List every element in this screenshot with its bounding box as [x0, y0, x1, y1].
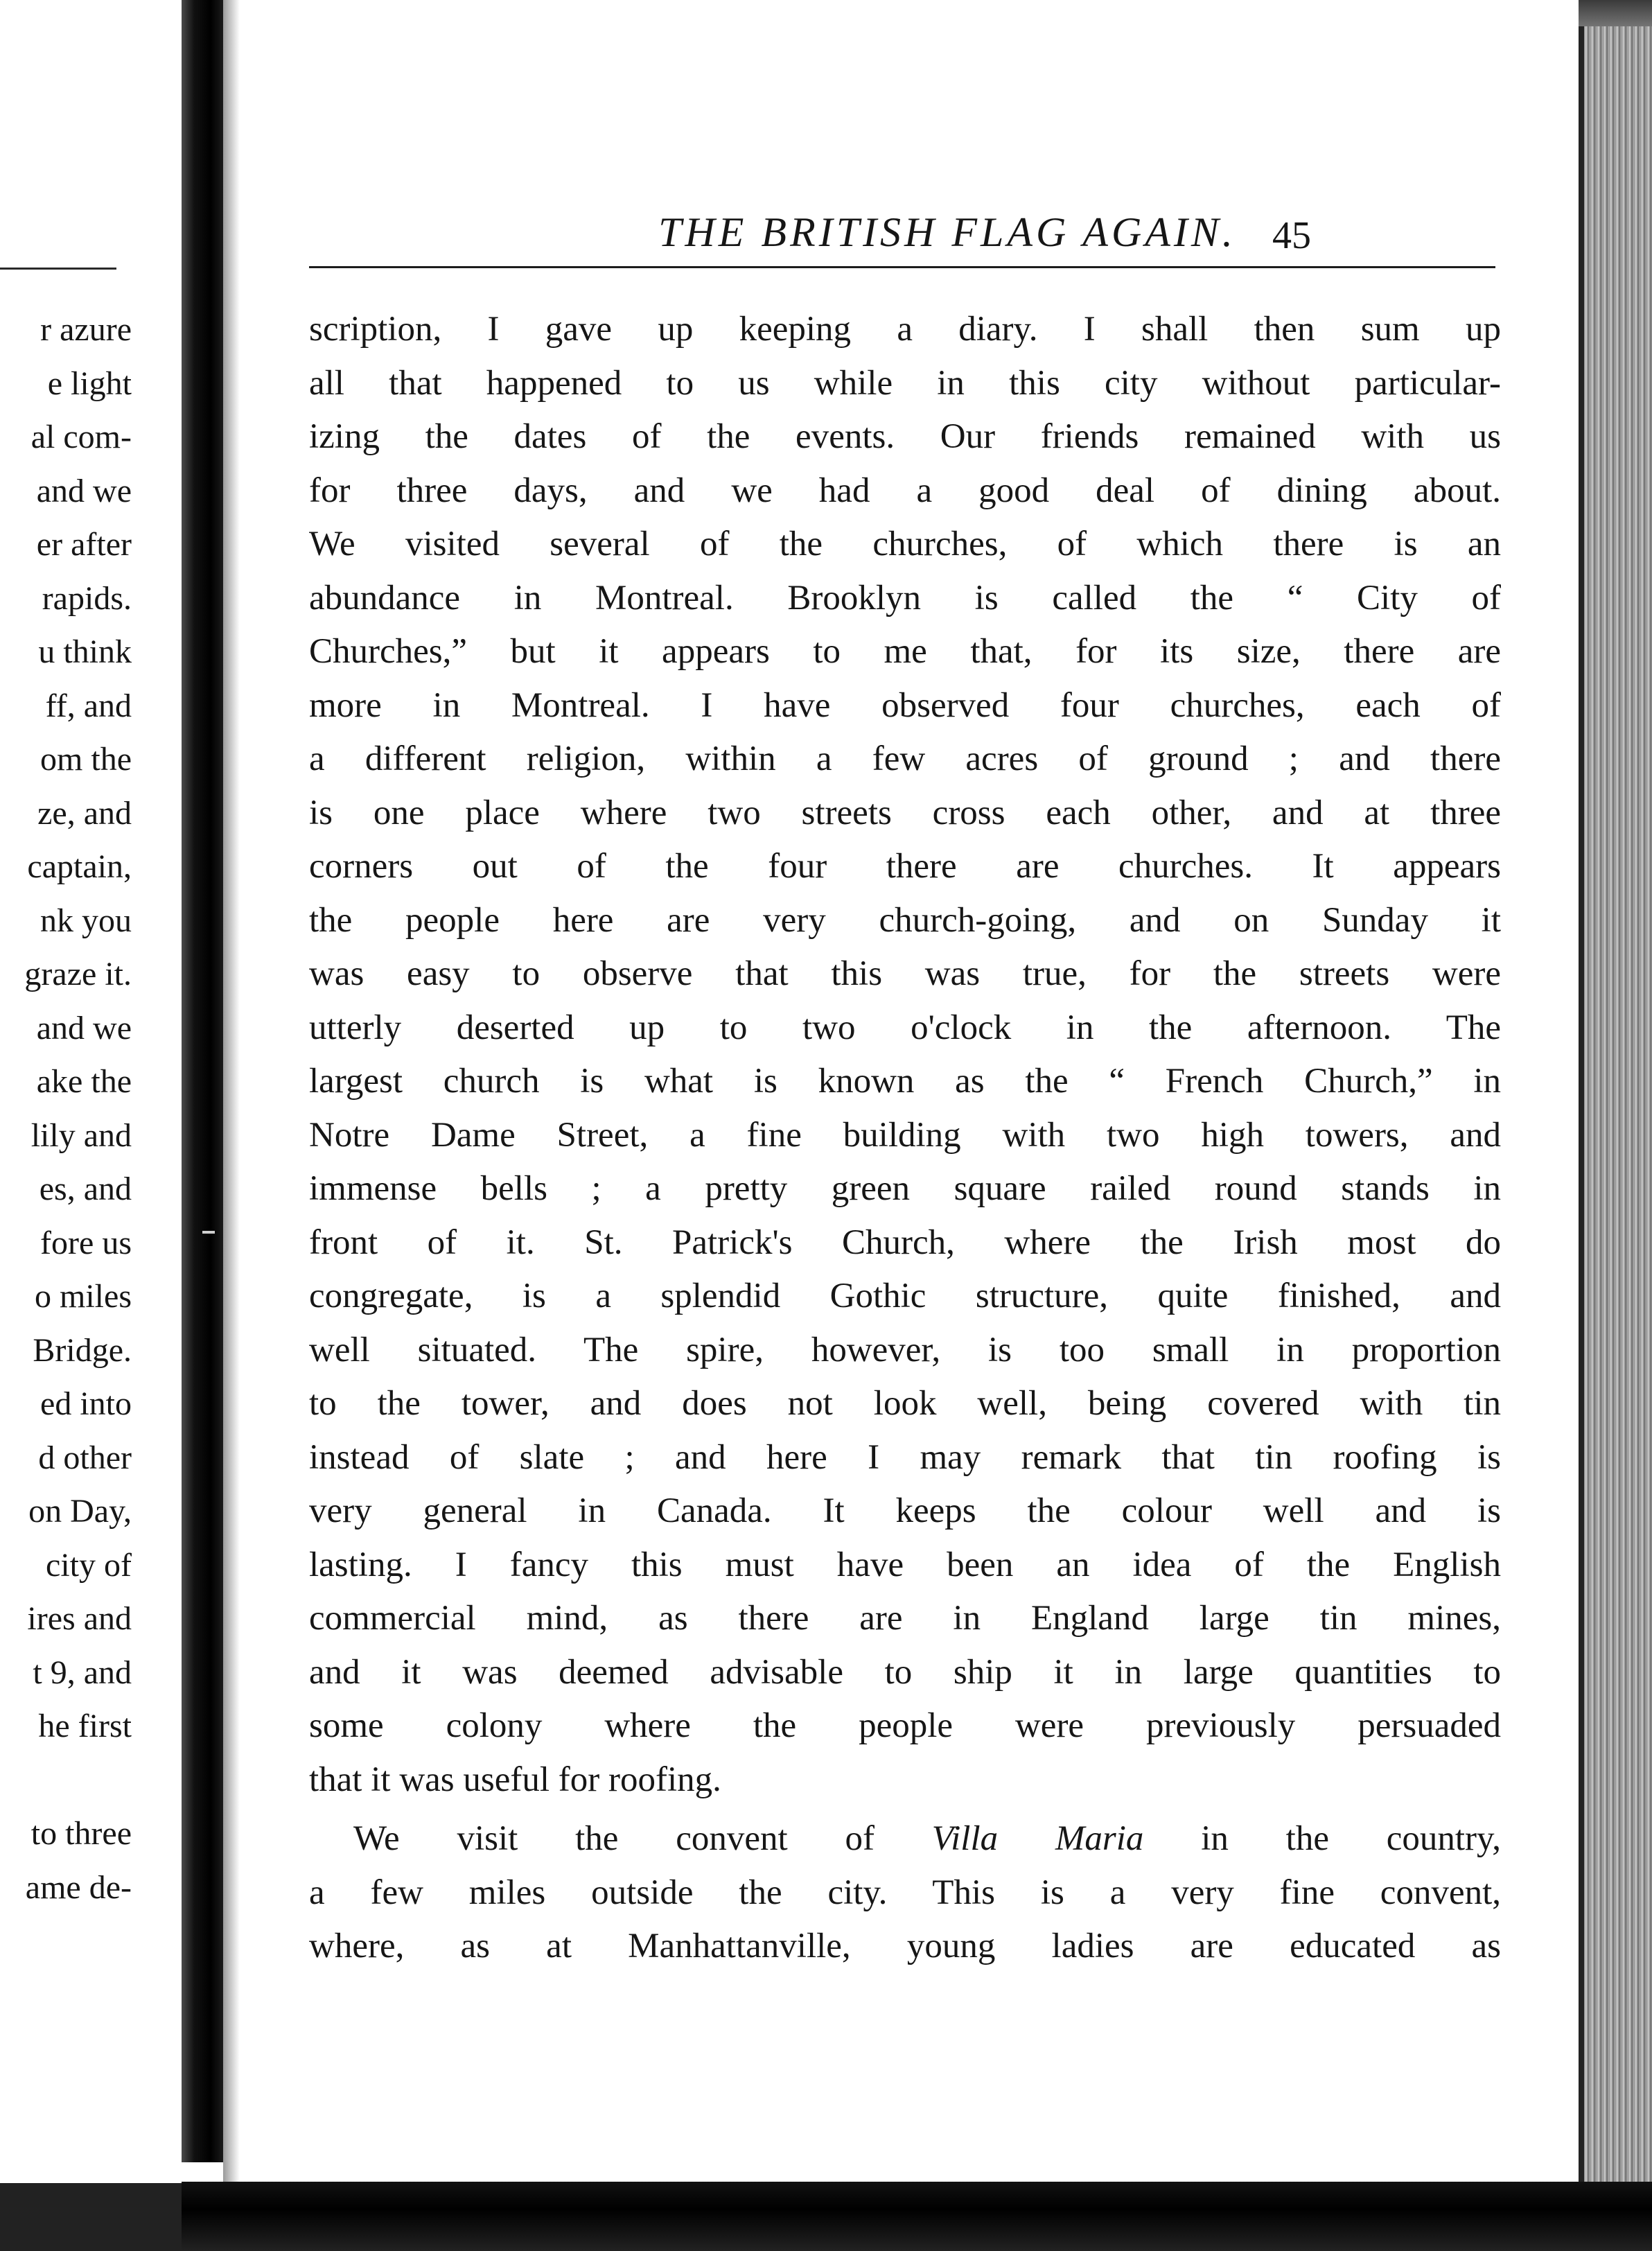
book-gutter — [182, 0, 223, 2162]
left-page-head-rule — [0, 268, 116, 270]
left-text-fragment: ze, and — [37, 794, 132, 832]
text-line: for three days, and we had a good deal of dining about. — [309, 471, 1501, 510]
text-line: is one place where two streets cross each other, and at three — [309, 793, 1501, 832]
text-line: Churches,” but it appears to me that, for its size, there are — [309, 632, 1501, 671]
text-line: to the tower, and does not look well, being covered with tin — [309, 1384, 1501, 1423]
left-text-fragment: lily and — [30, 1116, 132, 1154]
left-text-fragment: city of — [46, 1546, 132, 1584]
text-line: abundance in Montreal. Brooklyn is called the “ City of — [309, 578, 1501, 618]
text-line: congregate, is a splendid Gothic structure, quite finished, and — [309, 1277, 1501, 1315]
left-text-fragment: t 9, and — [33, 1654, 132, 1691]
left-text-fragment: ff, and — [45, 687, 132, 724]
left-text-fragment: es, and — [39, 1171, 132, 1207]
text-line: utterly deserted up to two o'clock in the afternoon. The — [309, 1008, 1501, 1047]
left-text-fragment: u think — [38, 633, 132, 670]
text-line: lasting. I fancy this must have been an idea of the English — [309, 1545, 1501, 1584]
italic-place-name: Villa Maria — [931, 1819, 1144, 1858]
left-text-fragment: he first — [38, 1708, 132, 1744]
running-head — [240, 201, 1579, 263]
text-line: a different religion, within a few acres of ground ; and there — [309, 739, 1501, 778]
text-line: where, as at Manhattanville, young ladies are educated as — [309, 1927, 1501, 1965]
left-text-fragment: d other — [38, 1439, 132, 1476]
text-span: We visit the convent of — [353, 1819, 932, 1858]
page-number: 45 — [1272, 214, 1311, 257]
text-line: scription, I gave up keeping a diary. I shall then sum up — [309, 310, 1501, 349]
left-text-fragment: to three — [30, 1815, 132, 1852]
text-line: very general in Canada. It keeps the colour well and is — [309, 1491, 1501, 1530]
running-head-title: THE BRITISH FLAG AGAIN. — [658, 209, 1236, 255]
page-edge-stack — [1579, 26, 1652, 2202]
left-text-fragment: om the — [40, 741, 132, 778]
text-line: commercial mind, as there are in England large tin mines, — [309, 1599, 1501, 1638]
page-edge-top — [1579, 0, 1652, 28]
text-line: instead of slate ; and here I may remark that tin roofing is — [309, 1437, 1501, 1477]
text-line: front of it. St. Patrick's Church, where the Irish most do — [309, 1223, 1501, 1262]
gutter-mark — [202, 1231, 215, 1234]
text-line: all that happened to us while in this city without particular- — [309, 363, 1501, 403]
text-line: the people here are very church-going, and on Sunday it — [309, 900, 1501, 940]
left-text-fragment: captain, — [27, 848, 132, 885]
text-line: that it was useful for roofing. — [309, 1760, 721, 1799]
text-line: some colony where the people were previously persuaded — [309, 1706, 1501, 1745]
left-text-fragment: o miles — [35, 1278, 132, 1315]
text-line: We visited several of the churches, of which there is an — [309, 525, 1501, 563]
left-text-fragment: graze it. — [24, 956, 132, 992]
text-line: largest church is what is known as the “ French Church,” in — [309, 1062, 1501, 1101]
text-line: a few miles outside the city. This is a very fine convent, — [309, 1873, 1501, 1912]
running-head-rule — [309, 266, 1495, 268]
left-text-fragment: ires and — [27, 1600, 132, 1637]
bottom-left-shadow — [0, 2183, 182, 2251]
gutter-shadow — [223, 0, 240, 2182]
left-text-fragment: nk you — [40, 902, 132, 939]
text-line: more in Montreal. I have observed four churches, each of — [309, 685, 1501, 725]
text-line: well situated. The spire, however, is too small in proportion — [309, 1330, 1501, 1369]
facing-page-left — [0, 0, 182, 2183]
text-span: in the country, — [1143, 1819, 1501, 1858]
text-line: corners out of the four there are churches. It appears — [309, 847, 1501, 886]
left-text-fragment: ake the — [36, 1063, 132, 1100]
text-line — [309, 1812, 1501, 1866]
left-text-fragment: and we — [36, 472, 132, 509]
text-line: was easy to observe that this was true, for the streets were — [309, 954, 1501, 993]
left-text-fragment: ame de- — [25, 1868, 132, 1906]
text-line: immense bells ; a pretty green square railed round stands in — [309, 1169, 1501, 1208]
left-text-fragment: e light — [47, 365, 132, 402]
page-45 — [240, 0, 1579, 2182]
text-line: Notre Dame Street, a fine building with two high towers, and — [309, 1115, 1501, 1155]
left-text-fragment: r azure — [40, 311, 132, 348]
text-line: and it was deemed advisable to ship it in large quantities to — [309, 1652, 1501, 1692]
left-text-fragment: on Day, — [28, 1493, 132, 1530]
text-line: izing the dates of the events. Our friends remained with us — [309, 417, 1501, 456]
left-text-fragment: ed into — [40, 1385, 132, 1422]
left-text-fragment: Bridge. — [33, 1331, 132, 1369]
left-text-fragment: and we — [36, 1009, 132, 1046]
left-text-fragment: rapids. — [42, 579, 132, 617]
bottom-binding-shadow — [182, 2182, 1652, 2251]
left-text-fragment: al com- — [30, 419, 132, 455]
left-text-fragment: fore us — [40, 1224, 132, 1261]
left-text-fragment: er after — [36, 526, 132, 563]
